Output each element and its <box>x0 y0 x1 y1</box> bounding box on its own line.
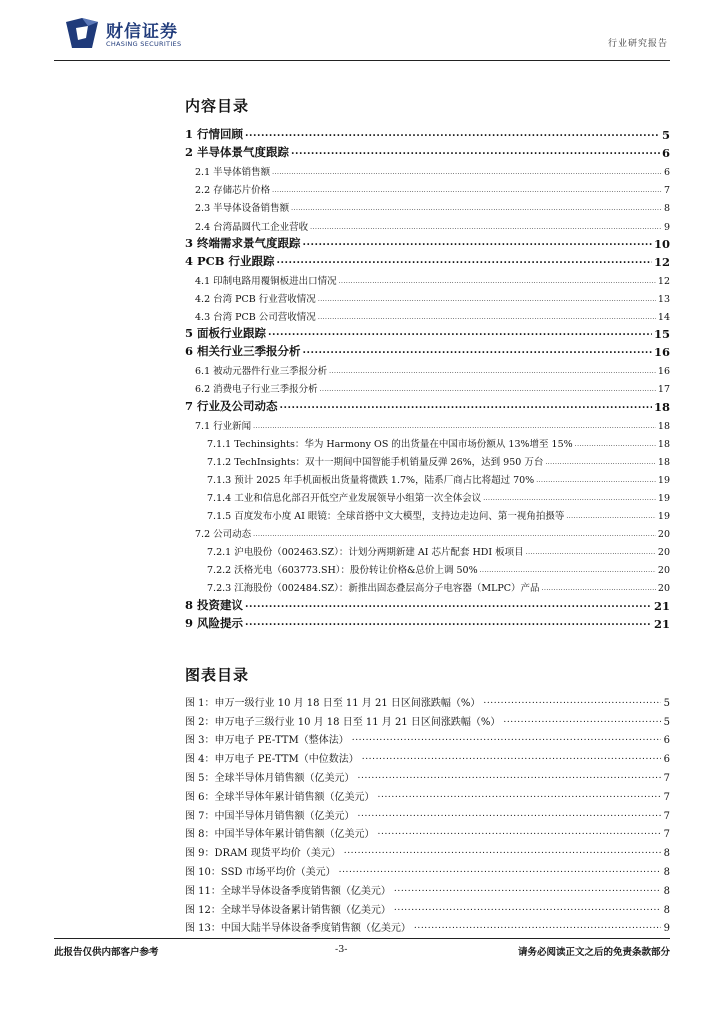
toc-entry-page: 10 <box>653 236 670 251</box>
toc-entry-text: 5 面板行业跟踪 <box>185 326 267 341</box>
figure-entry[interactable] <box>185 822 670 841</box>
toc-entry-text: 7.1 行业新闻 <box>195 420 252 432</box>
figure-leader <box>483 696 660 706</box>
toc-entry-text: 8 投资建议 <box>185 597 244 612</box>
toc-list <box>185 124 670 631</box>
toc-entry-page: 19 <box>657 511 670 523</box>
figure-leader <box>394 903 661 913</box>
toc-entry[interactable] <box>185 504 670 522</box>
toc-entry-page: 6 <box>663 167 670 179</box>
figure-entry[interactable] <box>185 897 670 916</box>
toc-entry-page: 14 <box>657 312 670 324</box>
figure-entry[interactable] <box>185 878 670 897</box>
toc-entry[interactable] <box>185 594 670 612</box>
toc-entry[interactable] <box>185 522 670 540</box>
figure-leader <box>358 809 661 819</box>
toc-entry-text: 6.2 消费电子行业三季报分析 <box>195 384 318 396</box>
toc-entry[interactable] <box>185 196 670 214</box>
toc-entry[interactable] <box>185 540 670 558</box>
toc-entry-text: 7 行业及公司动态 <box>185 398 278 413</box>
figure-entry[interactable] <box>185 916 670 935</box>
figure-entry-page: 8 <box>663 848 670 860</box>
figures-title: 图表目录 <box>185 666 250 684</box>
toc-leader <box>245 617 652 628</box>
toc-entry[interactable] <box>185 160 670 178</box>
toc-entry-page: 9 <box>663 221 670 233</box>
figure-leader <box>344 846 661 856</box>
toc-entry-page: 19 <box>657 492 670 504</box>
figure-entry-page: 6 <box>663 754 670 766</box>
toc-leader <box>303 345 652 356</box>
toc-entry-text: 2 半导体景气度跟踪 <box>185 145 290 160</box>
figure-entry-page: 6 <box>663 735 670 747</box>
figure-entry-text: 图 10：SSD 市场平均价（美元） <box>185 866 336 878</box>
toc-entry-text: 2.2 存储芯片价格 <box>195 185 271 197</box>
toc-entry-text: 4 PCB 行业跟踪 <box>185 253 275 268</box>
toc-entry-text: 7.2 公司动态 <box>195 529 252 541</box>
toc-entry[interactable] <box>185 613 670 631</box>
logo-chinese-text: 财信证券 <box>106 22 178 42</box>
toc-leader <box>526 549 656 556</box>
toc-entry-page: 18 <box>657 420 670 432</box>
toc-entry-page: 15 <box>653 327 670 342</box>
toc-leader <box>272 169 662 176</box>
figure-entry-page: 8 <box>663 904 670 916</box>
toc-entry-text: 1 行情回顾 <box>185 127 244 142</box>
toc-entry-page: 18 <box>653 399 670 414</box>
report-type-label: 行业研究报告 <box>607 39 668 49</box>
figure-entry[interactable] <box>185 784 670 803</box>
toc-leader <box>480 567 656 574</box>
toc-entry[interactable] <box>185 359 670 377</box>
toc-leader <box>277 255 652 266</box>
toc-leader <box>329 368 656 375</box>
toc-entry-page: 16 <box>657 366 670 378</box>
toc-entry-page: 6 <box>661 146 670 161</box>
figure-leader <box>362 752 661 762</box>
toc-entry-text: 6 相关行业三季报分析 <box>185 344 301 359</box>
toc-entry-text: 2.3 半导体设备销售额 <box>195 203 290 215</box>
toc-leader <box>310 224 662 231</box>
toc-leader <box>245 599 652 610</box>
toc-leader <box>320 386 656 393</box>
figure-entry-page: 8 <box>663 866 670 878</box>
figure-entry-text: 图 13：中国大陆半导体设备季度销售额（亿美元） <box>185 923 411 935</box>
footer-disclaimer-left: 此报告仅供内部客户参考 <box>54 947 159 958</box>
toc-entry[interactable] <box>185 377 670 395</box>
toc-entry[interactable] <box>185 214 670 232</box>
toc-leader <box>253 531 656 538</box>
toc-entry[interactable] <box>185 576 670 594</box>
toc-leader <box>291 146 660 157</box>
logo-mark-icon <box>62 14 102 54</box>
figure-leader <box>378 790 661 800</box>
toc-leader <box>545 459 656 466</box>
toc-leader <box>318 314 656 321</box>
toc-entry[interactable] <box>185 395 670 413</box>
toc-leader <box>291 205 662 212</box>
header-divider <box>54 60 670 61</box>
toc-entry[interactable] <box>185 486 670 504</box>
figure-leader <box>352 733 661 743</box>
toc-entry-page: 20 <box>657 583 670 595</box>
figure-leader <box>503 715 660 725</box>
toc-leader <box>542 585 656 592</box>
toc-entry-page: 21 <box>653 598 670 613</box>
page-number: -3- <box>335 944 348 955</box>
figure-entry[interactable] <box>185 728 670 747</box>
toc-entry[interactable] <box>185 323 670 341</box>
toc-entry-text: 4.2 台湾 PCB 行业营收情况 <box>195 293 316 305</box>
toc-entry-page: 16 <box>653 345 670 360</box>
toc-leader <box>575 441 656 448</box>
figure-entry-text: 图 6：全球半导体年累计销售额（亿美元） <box>185 791 375 803</box>
toc-entry-text: 7.1.5 百度发布小度 AI 眼镜：全球首搭中文大模型，支持边走边问、第一视角拍摄等 <box>207 511 565 523</box>
toc-entry-page: 20 <box>657 565 670 577</box>
toc-entry-page: 18 <box>657 438 670 450</box>
figure-entry-text: 图 11：全球半导体设备季度销售额（亿美元） <box>185 885 391 897</box>
toc-entry-page: 17 <box>657 384 670 396</box>
figure-entry-text: 图 12：全球半导体设备累计销售额（亿美元） <box>185 904 391 916</box>
toc-title: 内容目录 <box>185 97 250 115</box>
figure-entry-page: 5 <box>663 697 670 709</box>
figure-entry[interactable] <box>185 709 670 728</box>
figure-entry[interactable] <box>185 859 670 878</box>
toc-entry-text: 4.3 台湾 PCB 公司营收情况 <box>195 312 316 324</box>
page-header <box>0 0 724 70</box>
toc-entry-page: 5 <box>661 128 670 143</box>
toc-entry[interactable] <box>185 341 670 359</box>
toc-entry-text: 7.2.1 沪电股份（002463.SZ）：计划分两期新建 AI 芯片配套 HDI 板项目 <box>207 547 524 559</box>
toc-entry-page: 12 <box>657 275 670 287</box>
toc-entry-text: 7.1.3 预计 2025 年手机面板出货量将微跌 1.7%，陆系厂商占比将超过 70% <box>207 474 535 486</box>
toc-entry[interactable] <box>185 450 670 468</box>
footer-divider <box>54 938 670 939</box>
figure-leader <box>339 865 661 875</box>
figure-entry[interactable] <box>185 803 670 822</box>
toc-leader <box>536 477 656 484</box>
toc-leader <box>268 327 652 338</box>
logo-english-text: CHASING SECURITIES <box>106 40 182 48</box>
figure-entry-text: 图 4：申万电子 PE-TTM（中位数法） <box>185 754 359 766</box>
toc-entry-text: 2.1 半导体销售额 <box>195 167 271 179</box>
toc-entry-text: 2.4 台湾晶圆代工企业营收 <box>195 221 309 233</box>
toc-entry[interactable] <box>185 558 670 576</box>
toc-entry[interactable] <box>185 142 670 160</box>
toc-entry[interactable] <box>185 233 670 251</box>
toc-entry[interactable] <box>185 432 670 450</box>
toc-leader <box>566 513 656 520</box>
figure-leader <box>378 827 661 837</box>
toc-entry-page: 19 <box>657 474 670 486</box>
figure-entry-text: 图 2：申万电子三级行业 10 月 18 日至 11 月 21 日区间涨跌幅（%） <box>185 716 501 728</box>
toc-entry-text: 7.1.4 工业和信息化部召开低空产业发展领导小组第一次全体会议 <box>207 492 482 504</box>
toc-entry-page: 7 <box>663 185 670 197</box>
toc-entry[interactable] <box>185 305 670 323</box>
figure-entry-page: 7 <box>663 772 670 784</box>
figure-entry-text: 图 9：DRAM 现货平均价（美元） <box>185 848 341 860</box>
figure-entry[interactable] <box>185 746 670 765</box>
figure-entry-text: 图 5：全球半导体月销售额（亿美元） <box>185 772 355 784</box>
figure-entry-page: 7 <box>663 791 670 803</box>
toc-entry-text: 7.2.2 沃格光电（603773.SH）：股份转让价格&总价上调 50% <box>207 565 478 577</box>
toc-leader <box>253 423 656 430</box>
toc-entry[interactable] <box>185 269 670 287</box>
toc-entry-page: 18 <box>657 456 670 468</box>
toc-entry-text: 4.1 印制电路用覆铜板进出口情况 <box>195 275 337 287</box>
toc-entry-text: 7.2.3 江海股份（002484.SZ）：新推出固态叠层高分子电容器（MLPC）产品 <box>207 583 540 595</box>
figure-entry-page: 7 <box>663 810 670 822</box>
toc-leader <box>483 495 656 502</box>
toc-leader <box>303 237 652 248</box>
toc-entry-text: 7.1.1 Techinsights：华为 Harmony OS 的出货量在中国市场份额从 13%增至 15% <box>207 438 573 450</box>
toc-entry[interactable] <box>185 414 670 432</box>
toc-entry-page: 20 <box>657 529 670 541</box>
figure-entry[interactable] <box>185 765 670 784</box>
figure-leader <box>394 884 661 894</box>
figure-entry-text: 图 1：申万一级行业 10 月 18 日至 11 月 21 日区间涨跌幅（%） <box>185 697 481 709</box>
toc-entry-page: 12 <box>653 254 670 269</box>
toc-entry-page: 13 <box>657 293 670 305</box>
toc-entry-page: 8 <box>663 203 670 215</box>
toc-leader <box>280 400 652 411</box>
company-logo <box>62 14 202 54</box>
figure-entry-text: 图 7：中国半导体月销售额（亿美元） <box>185 810 355 822</box>
figure-entry-page: 8 <box>663 885 670 897</box>
toc-entry-text: 3 终端需求景气度跟踪 <box>185 235 301 250</box>
figure-entry-page: 7 <box>663 829 670 841</box>
toc-leader <box>339 278 656 285</box>
toc-entry-text: 7.1.2 TechInsights：双十一期间中国智能手机销量反弹 26%，达到 950 万台 <box>207 456 544 468</box>
figure-entry-page: 9 <box>663 923 670 935</box>
figure-entry-text: 图 3：申万电子 PE-TTM（整体法） <box>185 735 349 747</box>
figure-entry-page: 5 <box>663 716 670 728</box>
toc-entry[interactable] <box>185 287 670 305</box>
figure-leader <box>414 921 661 931</box>
toc-entry-page: 20 <box>657 547 670 559</box>
figure-entry[interactable] <box>185 690 670 709</box>
toc-entry-text: 9 风险提示 <box>185 615 244 630</box>
toc-entry[interactable] <box>185 251 670 269</box>
toc-entry[interactable] <box>185 124 670 142</box>
figure-entry[interactable] <box>185 840 670 859</box>
figure-leader <box>358 771 661 781</box>
footer-disclaimer-right: 请务必阅读正文之后的免责条款部分 <box>517 947 670 958</box>
toc-leader <box>245 128 660 139</box>
toc-leader <box>318 296 656 303</box>
toc-entry[interactable] <box>185 468 670 486</box>
toc-entry-text: 6.1 被动元器件行业三季报分析 <box>195 366 328 378</box>
toc-leader <box>272 187 662 194</box>
figures-list <box>185 690 670 934</box>
toc-entry-page: 21 <box>653 616 670 631</box>
figure-entry-text: 图 8：中国半导体年累计销售额（亿美元） <box>185 829 375 841</box>
toc-entry[interactable] <box>185 178 670 196</box>
